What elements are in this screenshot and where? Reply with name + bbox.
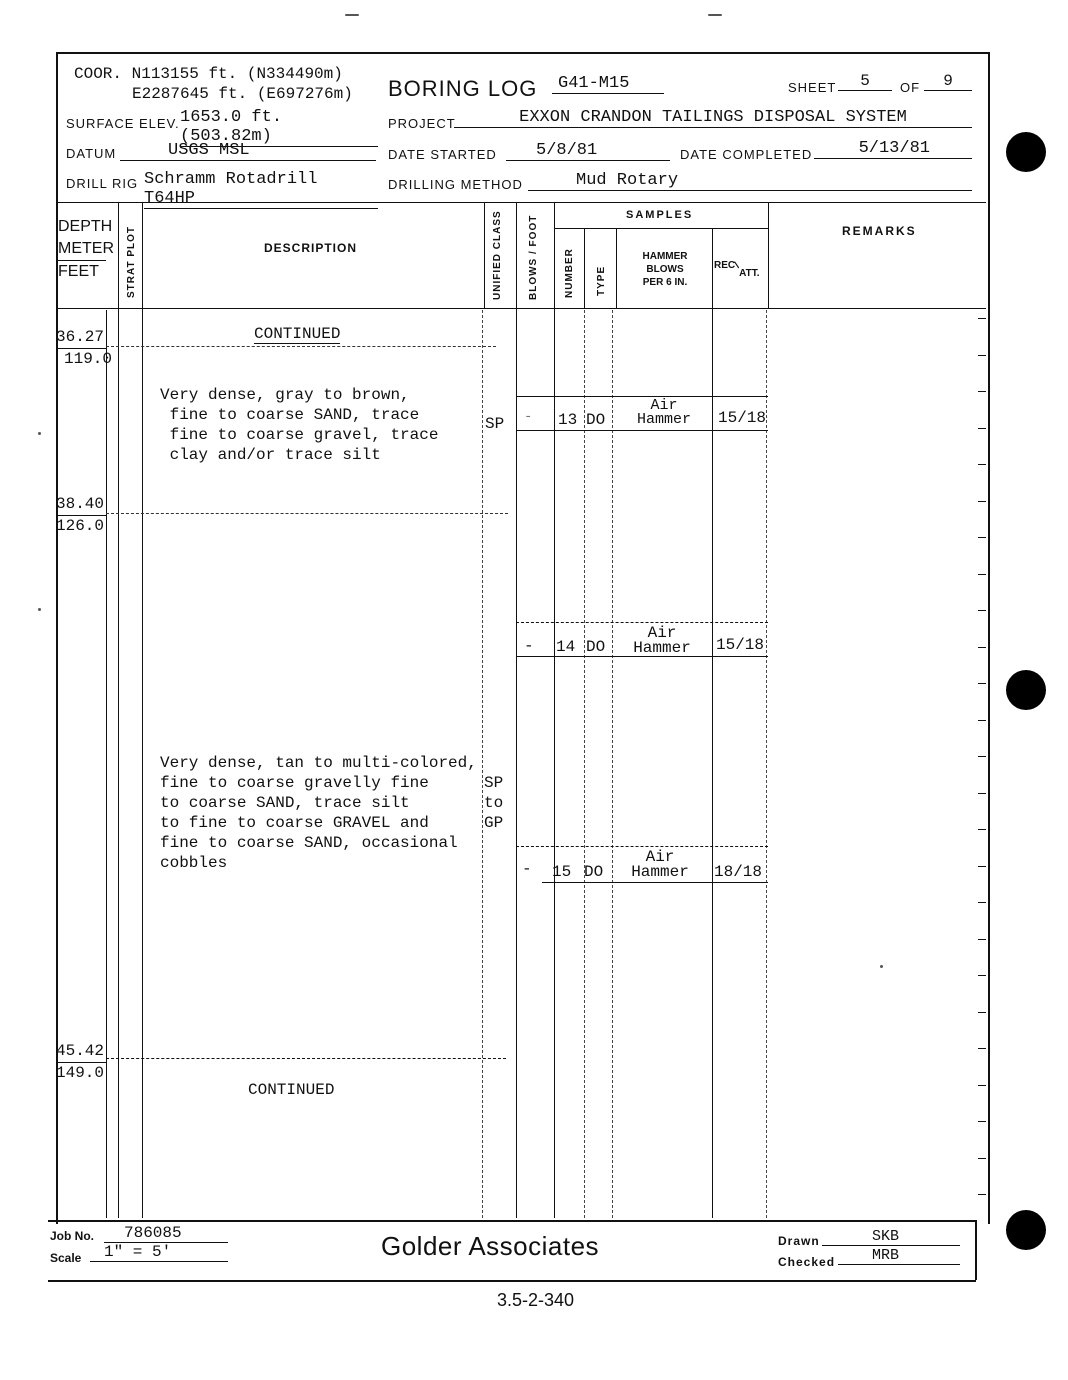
- rec-right-rule: [768, 202, 769, 308]
- scale-tick: [978, 1194, 986, 1195]
- sample-recovery: 18/18: [714, 863, 763, 881]
- layer-boundary: [106, 346, 496, 347]
- samples-header-rule: [554, 228, 768, 229]
- project-label: PROJECT: [388, 116, 456, 131]
- header-rule: [56, 202, 986, 203]
- scan-speck: [345, 14, 359, 16]
- hammer-line-1: Air: [650, 397, 678, 414]
- rec-att-header: REC / ATT.: [714, 260, 760, 279]
- scale-tick: [978, 866, 986, 867]
- date-started-label: DATE STARTED: [388, 147, 497, 162]
- unified-class: SP to GP: [484, 774, 504, 832]
- datum: USGS MSL: [120, 141, 376, 161]
- boring-id: G41-M15: [552, 74, 664, 94]
- hammer-blows-header: [618, 250, 712, 289]
- per-6in-label: PER 6 IN.: [642, 277, 688, 288]
- description-right-rule: [484, 202, 485, 308]
- company-name: Golder Associates: [381, 1231, 600, 1261]
- depth-header: [58, 216, 112, 283]
- continued-top: CONTINUED: [254, 325, 341, 343]
- soil-description: Very dense, gray to brown, fine to coarse SAND, trace fine to coarse gravel, trace clay and/or trace silt: [160, 386, 439, 464]
- scale-tick: [978, 464, 986, 465]
- footer-top-rule: [48, 1220, 976, 1222]
- coordinates: [74, 64, 353, 104]
- project-name: EXXON CRANDON TAILINGS DISPOSAL SYSTEM: [454, 108, 972, 128]
- hammer-line-1: Air: [647, 624, 677, 642]
- class-right-rule: [516, 202, 517, 1218]
- att-label: ATT.: [739, 268, 760, 279]
- drilling-method: Mud Rotary: [528, 171, 972, 191]
- drill-rig: Schramm Rotadrill T64HP: [144, 170, 378, 209]
- layer-boundary: [106, 1058, 506, 1059]
- coor-north: N113155 ft. (N334490m): [131, 65, 343, 83]
- scale-tick: [978, 355, 986, 356]
- sheet-total: 9: [924, 72, 972, 91]
- coor-east: E2287645 ft. (E697276m): [132, 85, 353, 103]
- scale-tick: [978, 756, 986, 757]
- strat-plot-header: STRAT PLOT: [126, 225, 137, 298]
- scale-tick: [978, 975, 986, 976]
- scale-tick: [978, 720, 986, 721]
- rec-right-rule-dashed: [766, 310, 767, 1218]
- footer-right-rule: [975, 1220, 977, 1280]
- blows-foot-header: BLOWS / FOOT: [528, 214, 539, 300]
- sample-rule: [516, 846, 768, 847]
- sample-rule: [516, 430, 768, 431]
- date-completed: 5/13/81: [814, 139, 972, 159]
- samples-header: SAMPLES: [626, 209, 694, 221]
- scale-tick: [978, 1012, 986, 1013]
- depth-feet: 149.0: [56, 1064, 105, 1082]
- sample-number: 13: [558, 411, 578, 429]
- sample-type: DO: [586, 638, 606, 656]
- remarks-header: REMARKS: [842, 224, 917, 238]
- sample-hammer: [616, 399, 712, 427]
- type-right-rule-dashed: [612, 310, 613, 1218]
- sample-number: 15: [552, 863, 572, 881]
- depth-meter: 45.42: [56, 1041, 106, 1063]
- drilling-method-label: DRILLING METHOD: [388, 177, 523, 192]
- sample-recovery: 15/18: [716, 636, 765, 654]
- surface-elev: 1653.0 ft. (503.82m): [180, 108, 378, 147]
- depth-label: DEPTH: [58, 218, 113, 235]
- continued-bottom: CONTINUED: [248, 1081, 335, 1099]
- sheet-label: SHEET: [788, 80, 837, 95]
- depth-column-rule: [106, 310, 107, 1218]
- type-right-rule: [616, 228, 617, 308]
- surface-elev-label: SURFACE ELEV.: [66, 116, 180, 131]
- sample-type: DO: [584, 863, 604, 881]
- scale-tick: [978, 829, 986, 830]
- number-right-rule: [584, 228, 585, 308]
- hammer-label: HAMMER: [642, 251, 688, 262]
- depth-marker: [56, 327, 112, 370]
- rec-label: REC: [714, 260, 736, 271]
- checked-by: MRB: [838, 1247, 960, 1265]
- date-completed-label: DATE COMPLETED: [680, 147, 813, 162]
- description-right-rule-dashed: [482, 310, 483, 1218]
- sample-recovery: 15/18: [718, 409, 767, 427]
- feet-label: FEET: [58, 263, 99, 280]
- scale-tick: [978, 1048, 986, 1049]
- scale-tick: [978, 1121, 986, 1122]
- sample-blows: -: [522, 860, 532, 878]
- scale-tick: [978, 902, 986, 903]
- scale-tick: [978, 537, 986, 538]
- punch-hole: [1006, 1210, 1046, 1250]
- unified-class-header: UNIFIED CLASS: [492, 210, 503, 300]
- scan-speck: [38, 608, 41, 611]
- scale-tick: [978, 683, 986, 684]
- scan-speck: [38, 432, 41, 435]
- drill-rig-label: DRILL RIG: [66, 176, 139, 191]
- coor-label: COOR.: [74, 65, 123, 83]
- number-header: NUMBER: [564, 248, 575, 298]
- depth-feet: 119.0: [64, 350, 113, 368]
- description-header: DESCRIPTION: [264, 241, 358, 255]
- depth-feet: 126.0: [56, 517, 105, 535]
- scale-label: Scale: [50, 1251, 82, 1265]
- sample-rule: [542, 882, 768, 883]
- date-started: 5/8/81: [506, 141, 670, 161]
- scale-tick: [978, 428, 986, 429]
- column-header-rule: [56, 308, 986, 309]
- type-header: TYPE: [596, 265, 607, 296]
- sheet-number: 5: [838, 72, 892, 91]
- depth-meter: 36.27: [56, 327, 106, 349]
- scale-tick: [978, 610, 986, 611]
- sample-type: DO: [586, 411, 606, 429]
- job-label: Job No.: [50, 1229, 94, 1243]
- scale-tick: [978, 647, 986, 648]
- footer-bottom-rule: [48, 1280, 976, 1282]
- hammer-right-rule: [712, 228, 713, 1218]
- punch-hole: [1006, 670, 1046, 710]
- hammer-line-2: Hammer: [636, 411, 691, 428]
- job-number: 786085: [104, 1224, 228, 1243]
- depth-marker: [56, 1041, 106, 1084]
- number-right-rule-dashed: [584, 310, 585, 1218]
- blows-right-rule: [554, 202, 555, 1218]
- blows-label: BLOWS: [646, 264, 684, 275]
- punch-hole: [1006, 132, 1046, 172]
- sample-rule: [516, 396, 768, 397]
- depth-meter: 38.40: [56, 494, 106, 516]
- scale-tick: [978, 793, 986, 794]
- drawn-label: Drawn: [778, 1234, 820, 1248]
- hammer-line-1: Air: [645, 848, 675, 866]
- datum-label: DATUM: [66, 146, 117, 161]
- depth-marker: [56, 494, 106, 537]
- sample-hammer: [612, 626, 712, 656]
- drawn-by: SKB: [822, 1228, 960, 1246]
- sample-hammer: [612, 850, 708, 880]
- hammer-line-2: Hammer: [633, 639, 691, 657]
- scan-speck: [708, 14, 722, 16]
- strat-plot-right-rule: [142, 202, 143, 1218]
- scale-value: 1" = 5': [90, 1243, 228, 1262]
- meter-label: METER: [58, 238, 106, 261]
- page-title: BORING LOG: [388, 76, 538, 101]
- strat-plot-left-rule: [118, 202, 119, 1218]
- scale-tick: [978, 1085, 986, 1086]
- scale-tick: [978, 391, 986, 392]
- scale-tick: [978, 939, 986, 940]
- soil-description: Very dense, tan to multi-colored, fine to coarse gravelly fine to coarse SAND, trace silt to fine to coarse GRAVEL and fine to coarse SAND, occasional cobbles: [160, 754, 477, 872]
- layer-boundary: [106, 513, 508, 514]
- page-number: 3.5-2-340: [497, 1290, 575, 1310]
- sample-rule: [516, 622, 768, 623]
- unified-class: SP: [485, 415, 505, 433]
- sample-blows: -: [524, 409, 533, 425]
- hammer-line-2: Hammer: [631, 863, 689, 881]
- scale-tick: [978, 318, 986, 319]
- scale-tick: [978, 1158, 986, 1159]
- checked-label: Checked: [778, 1255, 836, 1269]
- scale-tick: [978, 574, 986, 575]
- scale-tick: [978, 501, 986, 502]
- sample-blows: -: [524, 637, 534, 655]
- of-label: OF: [900, 80, 921, 95]
- sample-number: 14: [556, 638, 576, 656]
